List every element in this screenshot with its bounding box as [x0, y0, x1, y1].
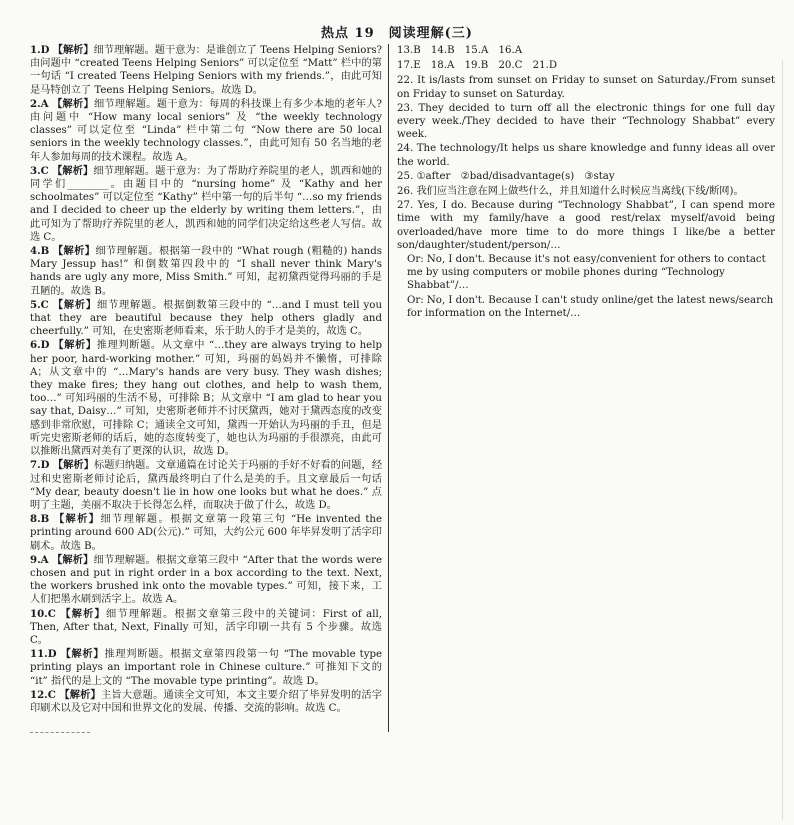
answer-item: 5.C 【解析】细节理解题。根据倒数第三段中的 “…and I must tell you that they are beautiful because they help others gladly and cheerfully.” 可知，在史密斯老师看来，乐于助人的手才是美的，故选 C。	[30, 298, 383, 338]
answer-item: 6.D 【解析】推理判断题。从文章中 “…they are always trying to help her poor, hard-working mother.” 可知，玛丽的妈妈并不懒惰，可排除 A；从文章中的 “…Mary's hands are very busy. They wash dishes; they make fires; they hang out clothes, and help to wash them, too…” 可知玛丽的生活不易，可排除 B；从文章中 “I am glad to hear you say that, Daisy…” 可知，史密斯老师并不讨厌黛西，她对于黛西态度的改变感到非常欣慰，可排除 C；通读全文可知，黛西一开始认为玛丽的手丑，但是听完史密斯老师的话后，她的态度转变了，她也认为玛丽的手很漂亮，由此可以推断出黛西对美有了更深的认识，故选 D。	[30, 339, 382, 458]
answer-line-17-21: 17.E 18.A 19.B 20.C 21.D	[397, 60, 558, 72]
answer-25: 25. ①after ②bad/disadvantage(s) ③stay	[397, 170, 615, 182]
answer-23: 23. They decided to turn off all the electronic things for one full day every week./They decided to have their “Technology Shabbat” every week.	[397, 102, 775, 141]
answer-24: 24. The technology/It helps us share knowledge and funny ideas all over the world.	[397, 143, 775, 168]
answer-item: 11.D 【解析】推理判断题。根据文章第四段第一句 “The movable type printing plays an important role in Chinese culture.” 可推知下文的 “it” 指代的是上文的 “The movable type printing”。故选 D。	[30, 648, 383, 687]
answer-27-no-1: Or: No, I don't. Because it's not easy/convenient for others to contact me by using computers or mobile phones during “Technology Shabbat”/…	[407, 254, 766, 292]
page-title: 热点 19 阅读理解(三)	[321, 26, 473, 41]
left-column	[30, 44, 382, 716]
answer-item: 10.C 【解析】细节理解题。根据文章第三段中的关键词：First of all, Then, After that, Next, Finally 可知，活字印刷一共有 5 个步骤。故选 C。	[30, 607, 382, 646]
answer-line-13-16: 13.B 14.B 15.A 16.A	[397, 45, 523, 56]
answer-item: 9.A 【解析】细节理解题。根据文章第三段中 “After that the words were chosen and put in right order in a box according to the text. Next, the workers brushed ink onto the movable types.” 可知，接下来，工人们把墨水刷到活字上。故选 A。	[30, 553, 383, 606]
answer-26: 26. 我们应当注意在网上做些什么，并且知道什么时候应当离线(下线/断网)。	[397, 186, 744, 198]
answer-27-no-2: Or: No, I don't. Because I can't study online/get the latest news/search for information on the Internet/…	[407, 294, 774, 319]
page-edge-line	[782, 60, 783, 820]
answer-item: 2.A 【解析】细节理解题。题干意为：每周的科技课上有多少本地的老年人? 由问题中 “How many local seniors” 及 “the weekly technology classes” 可以定位至 “Linda” 栏中第二句 “Now there are 50 local seniors in the weekly technology classes.”，由此可知有 50 名当地的老年人参加每周的技术课程。故选 A。	[30, 97, 383, 163]
page-footer-mark	[30, 732, 90, 739]
answer-item: 1.D 【解析】细节理解题。题干意为：是谁创立了 Teens Helping Seniors? 由问题中 “created Teens Helping Seniors” 可以定位至 “Matt” 栏中的第一句话 “I created Teens Helping Seniors with my friends.”，由此可知是马特创立了 Teens Helping Seniors。故选 D。	[30, 44, 383, 96]
answer-item: 8.B 【解析】细节理解题。根据文章第一段第三句 “He invented the printing around 600 AD(公元).” 可知，大约公元 600 年毕昇发明了活字印刷术。故选 B。	[30, 513, 383, 552]
answer-item: 7.D 【解析】标题归纳题。文章通篇在讨论关于玛丽的手好不好看的问题，经过和史密斯老师讨论后，黛西最终明白了什么是美的手。且文章最后一句话 “My dear, beauty doesn't lie in how one looks but what he does.” 点明了主题，美丽不取决于长得怎么样，而取决于做了什么，故选 D。	[30, 459, 383, 511]
answer-item: 12.C 【解析】主旨大意题。通读全文可知，本文主要介绍了毕昇发明的活字印刷术以及它对中国和世界文化的发展、传播、交流的影响。故选 C。	[30, 688, 382, 714]
right-column	[397, 44, 775, 321]
answer-22: 22. It is/lasts from sunset on Friday to sunset on Saturday./From sunset on Friday to sunset on Saturday.	[397, 75, 775, 100]
answer-item: 4.B 【解析】细节理解题。根据第一段中的 “What rough (粗糙的) hands Mary Jessup has!” 和倒数第四段中的 “I shall never think Mary's hands are ugly any more, Miss Smith.” 可知，起初黛西觉得玛丽的手是丑陋的。故选 B。	[30, 245, 382, 297]
column-divider	[388, 44, 389, 732]
answer-item: 3.C 【解析】细节理解题。题干意为：为了帮助疗养院里的老人，凯西和她的同学们________。由题目中的 “nursing home” 及 “Kathy and her schoolmates” 可以定位至 “Kathy” 栏中第一句的后半句 “…so my friends and I decided to cheer up the elderly by writing them letters.”，由此可知为了帮助疗养院里的老人，凯西和她的同学们决定给这些老人写信。故选 C。	[30, 164, 382, 243]
answer-27-yes: 27. Yes, I do. Because during “Technology Shabbat”, I can spend more time with my family/have a good rest/relax myself/avoid being overloaded/have more time to do more things I like/be a better son/daughter/student/person/…	[397, 200, 775, 251]
